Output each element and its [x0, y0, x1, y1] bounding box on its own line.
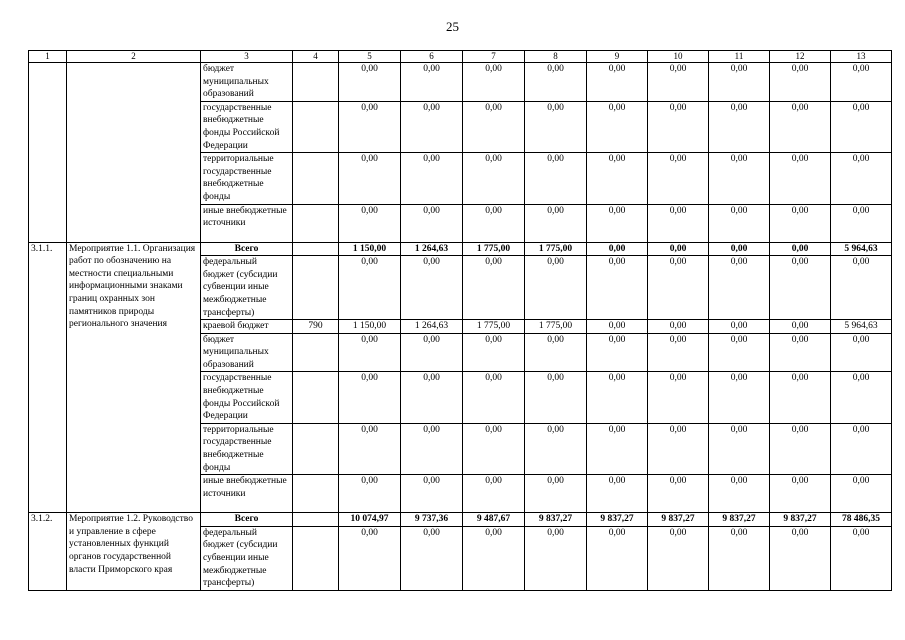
value-cell-col-5: 0,00 — [339, 526, 401, 590]
value-cell-col-11: 0,00 — [709, 101, 770, 152]
value-cell-col-13: 0,00 — [831, 526, 892, 590]
value-cell-col-11: 0,00 — [709, 204, 770, 242]
value-cell-col-6: 0,00 — [401, 372, 463, 423]
col-header-10: 10 — [648, 51, 709, 63]
value-cell-col-11: 0,00 — [709, 256, 770, 320]
value-cell-col-10: 0,00 — [648, 333, 709, 372]
code-cell: 790 — [293, 320, 339, 334]
value-cell-col-13: 0,00 — [831, 256, 892, 320]
value-cell-col-7: 0,00 — [463, 423, 525, 474]
value-cell-col-11: 0,00 — [709, 63, 770, 102]
funding-source-cell: иные внебюджетные источники — [201, 204, 293, 242]
value-cell-col-5: 1 150,00 — [339, 320, 401, 334]
value-cell-col-8: 0,00 — [525, 475, 587, 513]
funding-source-cell: федеральный бюджет (субсидии субвенции иные межбюджетные трансферты) — [201, 526, 293, 590]
value-cell-col-10: 0,00 — [648, 475, 709, 513]
value-cell-col-10: 0,00 — [648, 372, 709, 423]
value-cell-col-7: 0,00 — [463, 372, 525, 423]
value-cell-col-10: 0,00 — [648, 242, 709, 256]
value-cell-col-9: 0,00 — [587, 320, 648, 334]
value-cell-col-12: 0,00 — [770, 63, 831, 102]
value-cell-col-8: 9 837,27 — [525, 513, 587, 527]
value-cell-col-8: 0,00 — [525, 256, 587, 320]
value-cell-col-6: 0,00 — [401, 333, 463, 372]
row-number-cell: 3.1.2. — [29, 513, 67, 591]
value-cell-col-12: 0,00 — [770, 242, 831, 256]
code-cell — [293, 333, 339, 372]
value-cell-col-9: 0,00 — [587, 372, 648, 423]
measure-name-cell: Мероприятие 1.1. Организация работ по обозначению на местности специальными информационными знаками границ охранных зон памятников природы регионального значения — [67, 242, 201, 513]
value-cell-col-8: 0,00 — [525, 204, 587, 242]
value-cell-col-8: 0,00 — [525, 101, 587, 152]
col-header-11: 11 — [709, 51, 770, 63]
value-cell-col-5: 0,00 — [339, 333, 401, 372]
value-cell-col-9: 0,00 — [587, 153, 648, 204]
table-row — [29, 63, 892, 102]
value-cell-col-5: 0,00 — [339, 475, 401, 513]
page-number: 25 — [446, 19, 459, 34]
value-cell-col-11: 0,00 — [709, 333, 770, 372]
row-number-cell — [29, 63, 67, 243]
value-cell-col-13: 0,00 — [831, 204, 892, 242]
col-header-13: 13 — [831, 51, 892, 63]
value-cell-col-13: 0,00 — [831, 423, 892, 474]
code-cell — [293, 475, 339, 513]
value-cell-col-12: 0,00 — [770, 526, 831, 590]
value-cell-col-7: 0,00 — [463, 256, 525, 320]
value-cell-col-6: 9 737,36 — [401, 513, 463, 527]
value-cell-col-11: 0,00 — [709, 372, 770, 423]
value-cell-col-9: 0,00 — [587, 526, 648, 590]
code-cell — [293, 423, 339, 474]
value-cell-col-12: 0,00 — [770, 101, 831, 152]
value-cell-col-9: 0,00 — [587, 101, 648, 152]
value-cell-col-7: 1 775,00 — [463, 320, 525, 334]
value-cell-col-11: 0,00 — [709, 423, 770, 474]
value-cell-col-6: 0,00 — [401, 526, 463, 590]
value-cell-col-6: 0,00 — [401, 63, 463, 102]
value-cell-col-9: 0,00 — [587, 63, 648, 102]
col-header-3: 3 — [201, 51, 293, 63]
value-cell-col-13: 0,00 — [831, 372, 892, 423]
code-cell — [293, 242, 339, 256]
funding-source-cell: федеральный бюджет (субсидии субвенции иные межбюджетные трансферты) — [201, 256, 293, 320]
code-cell — [293, 256, 339, 320]
value-cell-col-6: 1 264,63 — [401, 320, 463, 334]
value-cell-col-7: 9 487,67 — [463, 513, 525, 527]
value-cell-col-5: 0,00 — [339, 153, 401, 204]
value-cell-col-7: 0,00 — [463, 526, 525, 590]
value-cell-col-7: 0,00 — [463, 101, 525, 152]
value-cell-col-10: 0,00 — [648, 63, 709, 102]
col-header-7: 7 — [463, 51, 525, 63]
col-header-12: 12 — [770, 51, 831, 63]
value-cell-col-7: 0,00 — [463, 204, 525, 242]
measure-name-cell — [67, 63, 201, 243]
value-cell-col-6: 0,00 — [401, 256, 463, 320]
col-header-6: 6 — [401, 51, 463, 63]
value-cell-col-10: 0,00 — [648, 526, 709, 590]
value-cell-col-12: 0,00 — [770, 320, 831, 334]
value-cell-col-7: 1 775,00 — [463, 242, 525, 256]
value-cell-col-11: 0,00 — [709, 153, 770, 204]
value-cell-col-12: 9 837,27 — [770, 513, 831, 527]
value-cell-col-9: 9 837,27 — [587, 513, 648, 527]
budget-table — [28, 50, 892, 591]
code-cell — [293, 513, 339, 527]
value-cell-col-11: 9 837,27 — [709, 513, 770, 527]
col-header-2: 2 — [67, 51, 201, 63]
value-cell-col-7: 0,00 — [463, 153, 525, 204]
value-cell-col-12: 0,00 — [770, 333, 831, 372]
value-cell-col-5: 0,00 — [339, 204, 401, 242]
value-cell-col-13: 78 486,35 — [831, 513, 892, 527]
value-cell-col-8: 0,00 — [525, 423, 587, 474]
value-cell-col-9: 0,00 — [587, 333, 648, 372]
value-cell-col-13: 0,00 — [831, 475, 892, 513]
total-label-cell: Всего — [201, 513, 293, 527]
value-cell-col-10: 0,00 — [648, 320, 709, 334]
code-cell — [293, 372, 339, 423]
value-cell-col-10: 0,00 — [648, 256, 709, 320]
value-cell-col-6: 0,00 — [401, 423, 463, 474]
value-cell-col-13: 0,00 — [831, 63, 892, 102]
value-cell-col-12: 0,00 — [770, 475, 831, 513]
value-cell-col-8: 0,00 — [525, 372, 587, 423]
value-cell-col-8: 0,00 — [525, 63, 587, 102]
value-cell-col-5: 0,00 — [339, 63, 401, 102]
value-cell-col-9: 0,00 — [587, 423, 648, 474]
value-cell-col-10: 9 837,27 — [648, 513, 709, 527]
value-cell-col-11: 0,00 — [709, 242, 770, 256]
value-cell-col-13: 0,00 — [831, 101, 892, 152]
value-cell-col-10: 0,00 — [648, 153, 709, 204]
value-cell-col-10: 0,00 — [648, 101, 709, 152]
value-cell-col-5: 0,00 — [339, 423, 401, 474]
funding-source-cell: бюджет муниципальных образований — [201, 63, 293, 102]
measure-name-cell: Мероприятие 1.2. Руководство и управление в сфере установленных функций органов государственной власти Приморского края — [67, 513, 201, 591]
value-cell-col-6: 0,00 — [401, 475, 463, 513]
value-cell-col-13: 5 964,63 — [831, 242, 892, 256]
value-cell-col-8: 0,00 — [525, 153, 587, 204]
value-cell-col-7: 0,00 — [463, 333, 525, 372]
funding-source-cell: государственные внебюджетные фонды Российской Федерации — [201, 101, 293, 152]
value-cell-col-12: 0,00 — [770, 423, 831, 474]
value-cell-col-5: 10 074,97 — [339, 513, 401, 527]
code-cell — [293, 153, 339, 204]
value-cell-col-5: 0,00 — [339, 372, 401, 423]
value-cell-col-5: 0,00 — [339, 101, 401, 152]
col-header-9: 9 — [587, 51, 648, 63]
value-cell-col-12: 0,00 — [770, 256, 831, 320]
code-cell — [293, 526, 339, 590]
value-cell-col-5: 0,00 — [339, 256, 401, 320]
funding-source-cell: государственные внебюджетные фонды Российской Федерации — [201, 372, 293, 423]
value-cell-col-8: 0,00 — [525, 526, 587, 590]
value-cell-col-9: 0,00 — [587, 475, 648, 513]
value-cell-col-6: 0,00 — [401, 101, 463, 152]
value-cell-col-13: 0,00 — [831, 333, 892, 372]
value-cell-col-11: 0,00 — [709, 475, 770, 513]
value-cell-col-8: 0,00 — [525, 333, 587, 372]
value-cell-col-9: 0,00 — [587, 204, 648, 242]
funding-source-cell: бюджет муниципальных образований — [201, 333, 293, 372]
col-header-4: 4 — [293, 51, 339, 63]
table-row — [29, 242, 892, 256]
table-row — [29, 513, 892, 527]
value-cell-col-10: 0,00 — [648, 204, 709, 242]
col-header-1: 1 — [29, 51, 67, 63]
value-cell-col-11: 0,00 — [709, 320, 770, 334]
value-cell-col-8: 1 775,00 — [525, 320, 587, 334]
funding-source-cell: иные внебюджетные источники — [201, 475, 293, 513]
value-cell-col-7: 0,00 — [463, 63, 525, 102]
funding-source-cell: территориальные государственные внебюджетные фонды — [201, 423, 293, 474]
value-cell-col-7: 0,00 — [463, 475, 525, 513]
value-cell-col-6: 1 264,63 — [401, 242, 463, 256]
funding-source-cell: краевой бюджет — [201, 320, 293, 334]
value-cell-col-13: 0,00 — [831, 153, 892, 204]
value-cell-col-12: 0,00 — [770, 204, 831, 242]
value-cell-col-5: 1 150,00 — [339, 242, 401, 256]
value-cell-col-12: 0,00 — [770, 372, 831, 423]
value-cell-col-8: 1 775,00 — [525, 242, 587, 256]
value-cell-col-9: 0,00 — [587, 242, 648, 256]
code-cell — [293, 204, 339, 242]
value-cell-col-6: 0,00 — [401, 153, 463, 204]
value-cell-col-13: 5 964,63 — [831, 320, 892, 334]
value-cell-col-6: 0,00 — [401, 204, 463, 242]
value-cell-col-9: 0,00 — [587, 256, 648, 320]
col-header-8: 8 — [525, 51, 587, 63]
code-cell — [293, 101, 339, 152]
value-cell-col-12: 0,00 — [770, 153, 831, 204]
funding-source-cell: территориальные государственные внебюджетные фонды — [201, 153, 293, 204]
total-label-cell: Всего — [201, 242, 293, 256]
code-cell — [293, 63, 339, 102]
value-cell-col-11: 0,00 — [709, 526, 770, 590]
col-header-5: 5 — [339, 51, 401, 63]
column-header-row — [29, 51, 892, 63]
value-cell-col-10: 0,00 — [648, 423, 709, 474]
row-number-cell: 3.1.1. — [29, 242, 67, 513]
